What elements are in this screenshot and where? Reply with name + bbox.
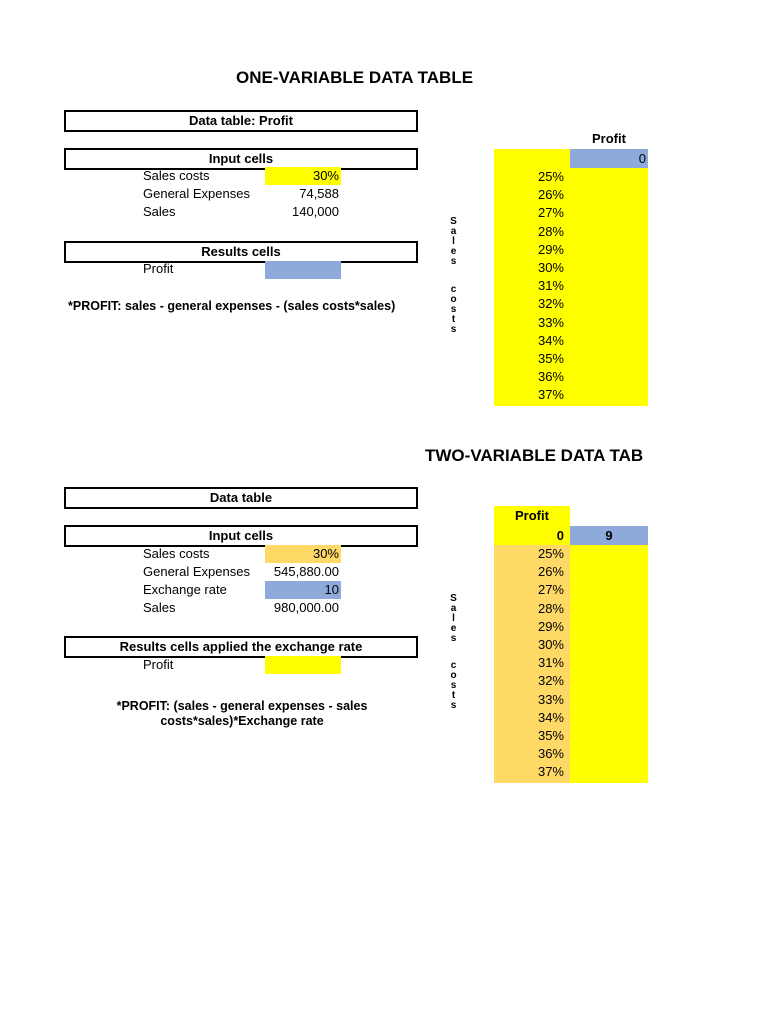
data-table-label: Data table: Profit [64, 110, 418, 132]
side-label-sales [449, 216, 461, 266]
rate-row[interactable]: 30% [537, 636, 564, 652]
data-table-label-2: Data table [64, 487, 418, 509]
profit-formula-note-2: *PROFIT: (sales - general expenses - sales costs*sales)*Exchange rate [116, 699, 368, 728]
rates-column-2 [494, 545, 570, 783]
rate-row[interactable]: 32% [537, 673, 564, 689]
rate-row[interactable]: 37% [537, 387, 564, 403]
side-label-costs-text-2: costs [448, 660, 459, 710]
result-profit-cell[interactable] [265, 261, 341, 279]
profit-column-header: Profit [592, 131, 626, 146]
input2-sales-costs[interactable]: 30% [265, 545, 341, 563]
input-cells-header-2: Input cells [64, 525, 418, 547]
rate-row[interactable]: 26% [537, 187, 564, 203]
two-variable-title: TWO-VARIABLE DATA TAB [425, 446, 644, 465]
rate-row[interactable]: 34% [537, 709, 564, 725]
results-cells-header: Results cells [64, 241, 418, 263]
result-label-profit: Profit [143, 261, 174, 276]
input-sales-costs[interactable]: 30% [265, 167, 341, 185]
profit-formula-note: *PROFIT: sales - general expenses - (sales costs*sales) [68, 299, 396, 313]
rate-row[interactable]: 30% [537, 259, 564, 275]
input-sales[interactable]: 140,000 [292, 204, 339, 219]
rate-row[interactable]: 29% [537, 241, 564, 257]
rate-row[interactable]: 29% [537, 618, 564, 634]
results-column[interactable] [570, 168, 648, 406]
corner-cell[interactable] [494, 149, 570, 168]
input2-label-general-expenses: General Expenses [143, 564, 250, 579]
rate-row[interactable]: 28% [537, 223, 564, 239]
rate-row[interactable]: 34% [537, 332, 564, 348]
side-label-sales-2 [449, 593, 461, 643]
rate-row[interactable]: 36% [537, 746, 564, 762]
rate-row[interactable]: 25% [537, 546, 564, 561]
rate-row[interactable]: 28% [537, 600, 564, 616]
profit-formula-cell[interactable]: 0 [570, 149, 648, 168]
input2-label-sales: Sales [143, 600, 176, 615]
input-cells-header: Input cells [64, 148, 418, 170]
rate-row[interactable]: 33% [537, 691, 564, 707]
one-variable-title: ONE-VARIABLE DATA TABLE [236, 68, 474, 87]
rate-row[interactable]: 25% [537, 169, 564, 184]
input2-label-exchange-rate: Exchange rate [143, 582, 227, 597]
input2-label-sales-costs: Sales costs [143, 546, 210, 561]
result2-profit-cell[interactable] [265, 656, 341, 674]
input-label-general-expenses: General Expenses [143, 186, 250, 201]
rate-row[interactable]: 27% [537, 205, 564, 221]
input2-exchange-rate[interactable]: 10 [265, 581, 341, 599]
input2-sales[interactable]: 980,000.00 [273, 600, 339, 615]
side-label-costs [449, 284, 461, 334]
results-cells-header-2: Results cells applied the exchange rate [64, 636, 418, 658]
side-label-sales-text-2: Sales [448, 593, 459, 643]
result2-label-profit: Profit [143, 657, 174, 672]
rate-row[interactable]: 35% [537, 727, 564, 743]
rate-row[interactable]: 31% [537, 655, 564, 671]
side-label-sales-text: Sales [448, 216, 459, 266]
exchange-rate-column-value[interactable]: 9 [570, 526, 648, 545]
input-label-sales-costs: Sales costs [143, 168, 210, 183]
input2-general-expenses[interactable]: 545,880.00 [273, 564, 339, 579]
rate-row[interactable]: 32% [537, 296, 564, 312]
rate-row[interactable]: 33% [537, 314, 564, 330]
corner-formula-cell-2[interactable]: 0 [494, 526, 570, 545]
rate-row[interactable]: 31% [537, 278, 564, 294]
side-label-costs-text: costs [448, 284, 459, 334]
rate-row[interactable]: 27% [537, 582, 564, 598]
results-matrix-2[interactable] [570, 545, 648, 783]
input-label-sales: Sales [143, 204, 176, 219]
rate-row[interactable]: 37% [537, 764, 564, 780]
rate-row[interactable]: 26% [537, 564, 564, 580]
rates-column [494, 168, 570, 406]
rate-row[interactable]: 36% [537, 369, 564, 385]
input-general-expenses[interactable]: 74,588 [299, 186, 339, 201]
profit-header-2: Profit [494, 506, 570, 526]
rate-row[interactable]: 35% [537, 350, 564, 366]
side-label-costs-2 [449, 660, 461, 710]
